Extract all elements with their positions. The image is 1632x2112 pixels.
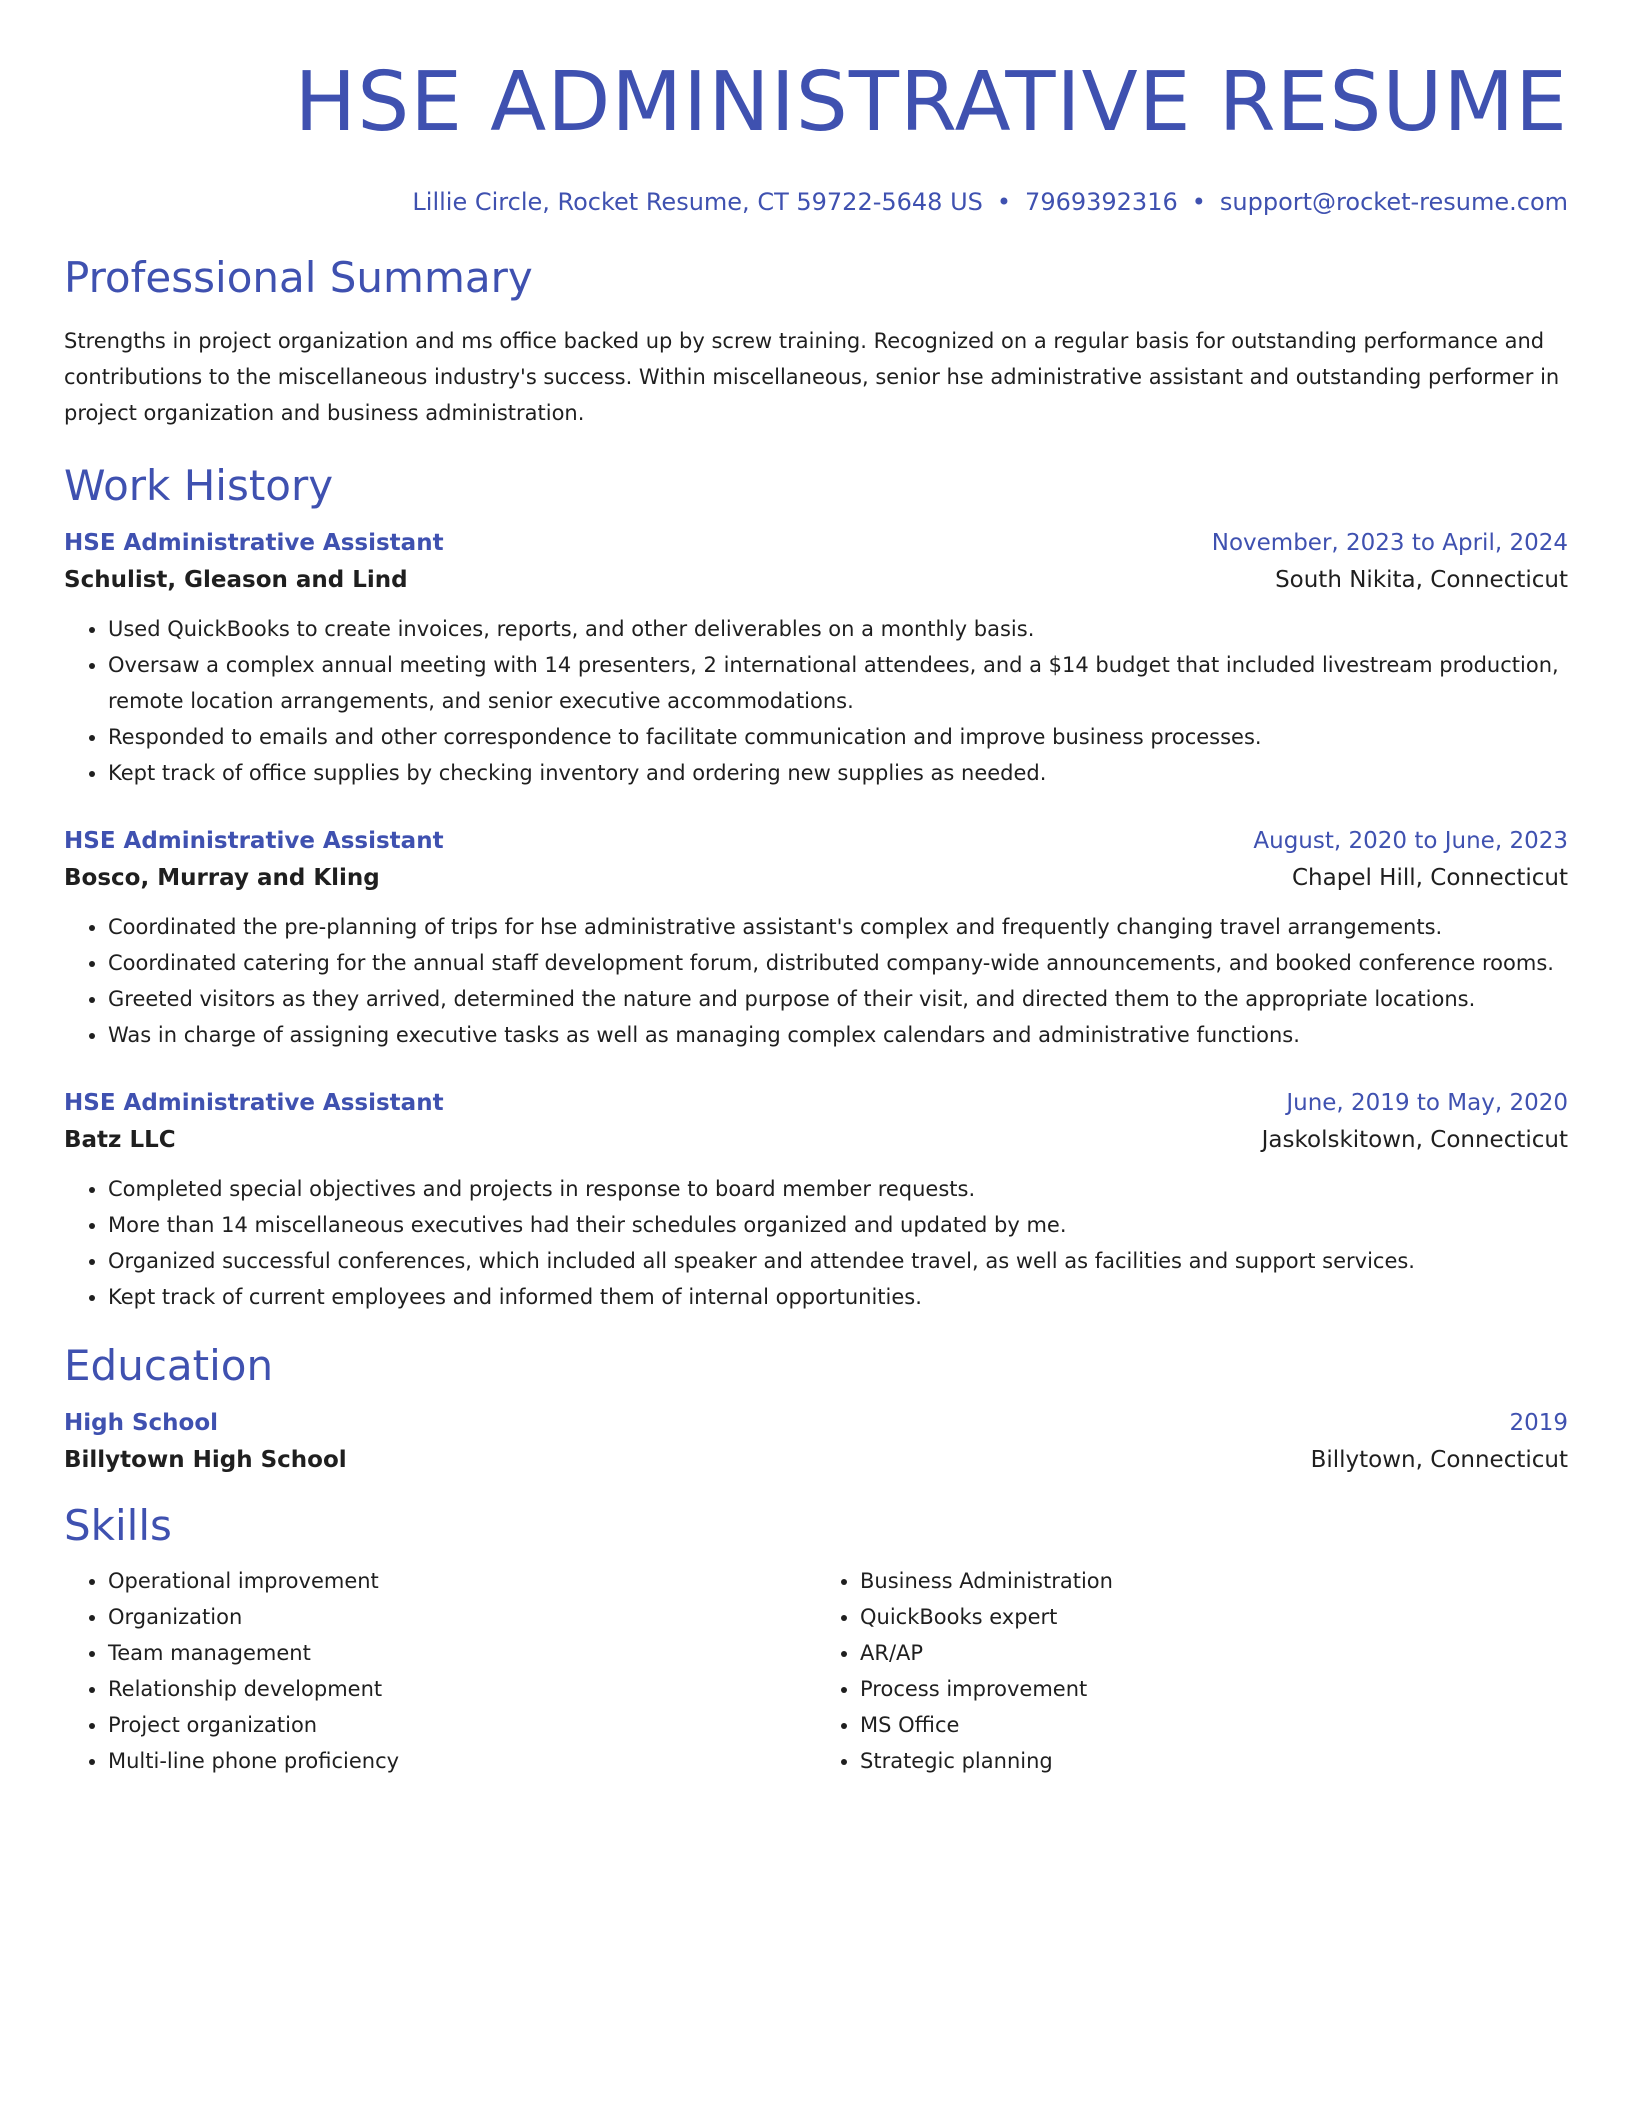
job-bullet: • Was in charge of assigning executive tasks as well as managing complex calendars and administrative functions.: [108, 1017, 1568, 1053]
contact-email: support@rocket-resume.com: [1219, 188, 1568, 216]
section-title-work-history: Work History: [64, 461, 334, 510]
job-bullet: • Greeted visitors as they arrived, determined the nature and purpose of their visit, and directed them to the appropriate locations.: [108, 981, 1568, 1017]
job-location: South Nikita, Connecticut: [1275, 567, 1568, 593]
skill-item: • Team management: [108, 1635, 816, 1671]
job-bullet: • More than 14 miscellaneous executives had their schedules organized and updated by me.: [108, 1207, 1568, 1243]
skill-item: • Project organization: [108, 1707, 816, 1743]
job-bullet: • Used QuickBooks to create invoices, reports, and other deliverables on a monthly basis.: [108, 611, 1568, 647]
job-entry: [64, 525, 1568, 791]
job-bullet: • Kept track of office supplies by checking inventory and ordering new supplies as needed.: [108, 755, 1568, 791]
education-entry: [64, 1405, 1568, 1479]
job-location: Jaskolskitown, Connecticut: [1261, 1127, 1568, 1153]
summary-section: [64, 253, 1568, 431]
job-company: Batz LLC: [64, 1127, 176, 1153]
education-location: Billytown, Connecticut: [1310, 1447, 1568, 1473]
skill-item: • Relationship development: [108, 1671, 816, 1707]
job-bullet: • Kept track of current employees and informed them of internal opportunities.: [108, 1279, 1568, 1315]
contact-address: Lillie Circle, Rocket Resume, CT 59722-5648 US: [412, 188, 983, 216]
education-school: Billytown High School: [64, 1447, 347, 1473]
section-title-education: Education: [64, 1341, 274, 1390]
job-bullet: • Completed special objectives and projects in response to board member requests.: [108, 1171, 1568, 1207]
job-bullet: • Oversaw a complex annual meeting with 14 presenters, 2 international attendees, and a $14 budget that included livestream production, remote location arrangements, and senior executive accommodations.: [108, 647, 1568, 719]
skill-item: • QuickBooks expert: [860, 1599, 1568, 1635]
job-bullet: • Coordinated catering for the annual staff development forum, distributed company-wide announcements, and booked conference rooms.: [108, 945, 1568, 981]
skill-item: • Strategic planning: [860, 1743, 1568, 1779]
job-bullets: [64, 611, 1568, 791]
job-company: Bosco, Murray and Kling: [64, 865, 380, 891]
job-bullet: • Responded to emails and other correspondence to facilitate communication and improve business processes.: [108, 719, 1568, 755]
education-year: 2019: [1509, 1410, 1568, 1436]
job-location: Chapel Hill, Connecticut: [1292, 865, 1568, 891]
job-bullets: [64, 909, 1568, 1053]
skills-section: [64, 1501, 1568, 1779]
job-dates: June, 2019 to May, 2020: [1286, 1090, 1568, 1116]
skills-list-left: [64, 1563, 816, 1779]
skill-item: • Business Administration: [860, 1563, 1568, 1599]
work-history-section: [64, 461, 1568, 1315]
job-bullet: • Organized successful conferences, which included all speaker and attendee travel, as well as facilities and support services.: [108, 1243, 1568, 1279]
skill-item: • MS Office: [860, 1707, 1568, 1743]
skill-item: • Multi-line phone proficiency: [108, 1743, 816, 1779]
job-entry: [64, 823, 1568, 1053]
skill-item: • Process improvement: [860, 1671, 1568, 1707]
resume-title: HSE ADMINISTRATIVE RESUME: [294, 55, 1568, 150]
job-title: HSE Administrative Assistant: [64, 828, 444, 854]
job-title: HSE Administrative Assistant: [64, 530, 444, 556]
job-entry: [64, 1085, 1568, 1315]
skill-item: • Organization: [108, 1599, 816, 1635]
resume-header: [64, 55, 1568, 217]
education-degree: High School: [64, 1410, 219, 1436]
skill-item: • Operational improvement: [108, 1563, 816, 1599]
skill-item: • AR/AP: [860, 1635, 1568, 1671]
education-section: [64, 1341, 1568, 1479]
contact-separator: •: [996, 188, 1012, 216]
skills-list-right: [816, 1563, 1568, 1779]
contact-phone: 7969392316: [1025, 188, 1178, 216]
contact-separator: •: [1191, 188, 1206, 216]
job-bullet: • Coordinated the pre-planning of trips for hse administrative assistant's complex and frequently changing travel arrangements.: [108, 909, 1568, 945]
section-title-summary: Professional Summary: [64, 253, 533, 302]
summary-text: Strengths in project organization and ms office backed up by screw training. Recognized on a regular basis for outstanding performance and contributions to the miscellaneous industry's success. Within miscellaneous, senior hse administrative assistant and outstanding performer in project organization and business administration.: [64, 329, 1560, 425]
skills-columns: [64, 1563, 1568, 1779]
contact-line: [64, 187, 1568, 217]
job-bullets: [64, 1171, 1568, 1315]
job-company: Schulist, Gleason and Lind: [64, 567, 408, 593]
job-dates: August, 2020 to June, 2023: [1253, 828, 1568, 854]
job-title: HSE Administrative Assistant: [64, 1090, 444, 1116]
section-title-skills: Skills: [64, 1501, 172, 1550]
job-dates: November, 2023 to April, 2024: [1211, 530, 1568, 556]
